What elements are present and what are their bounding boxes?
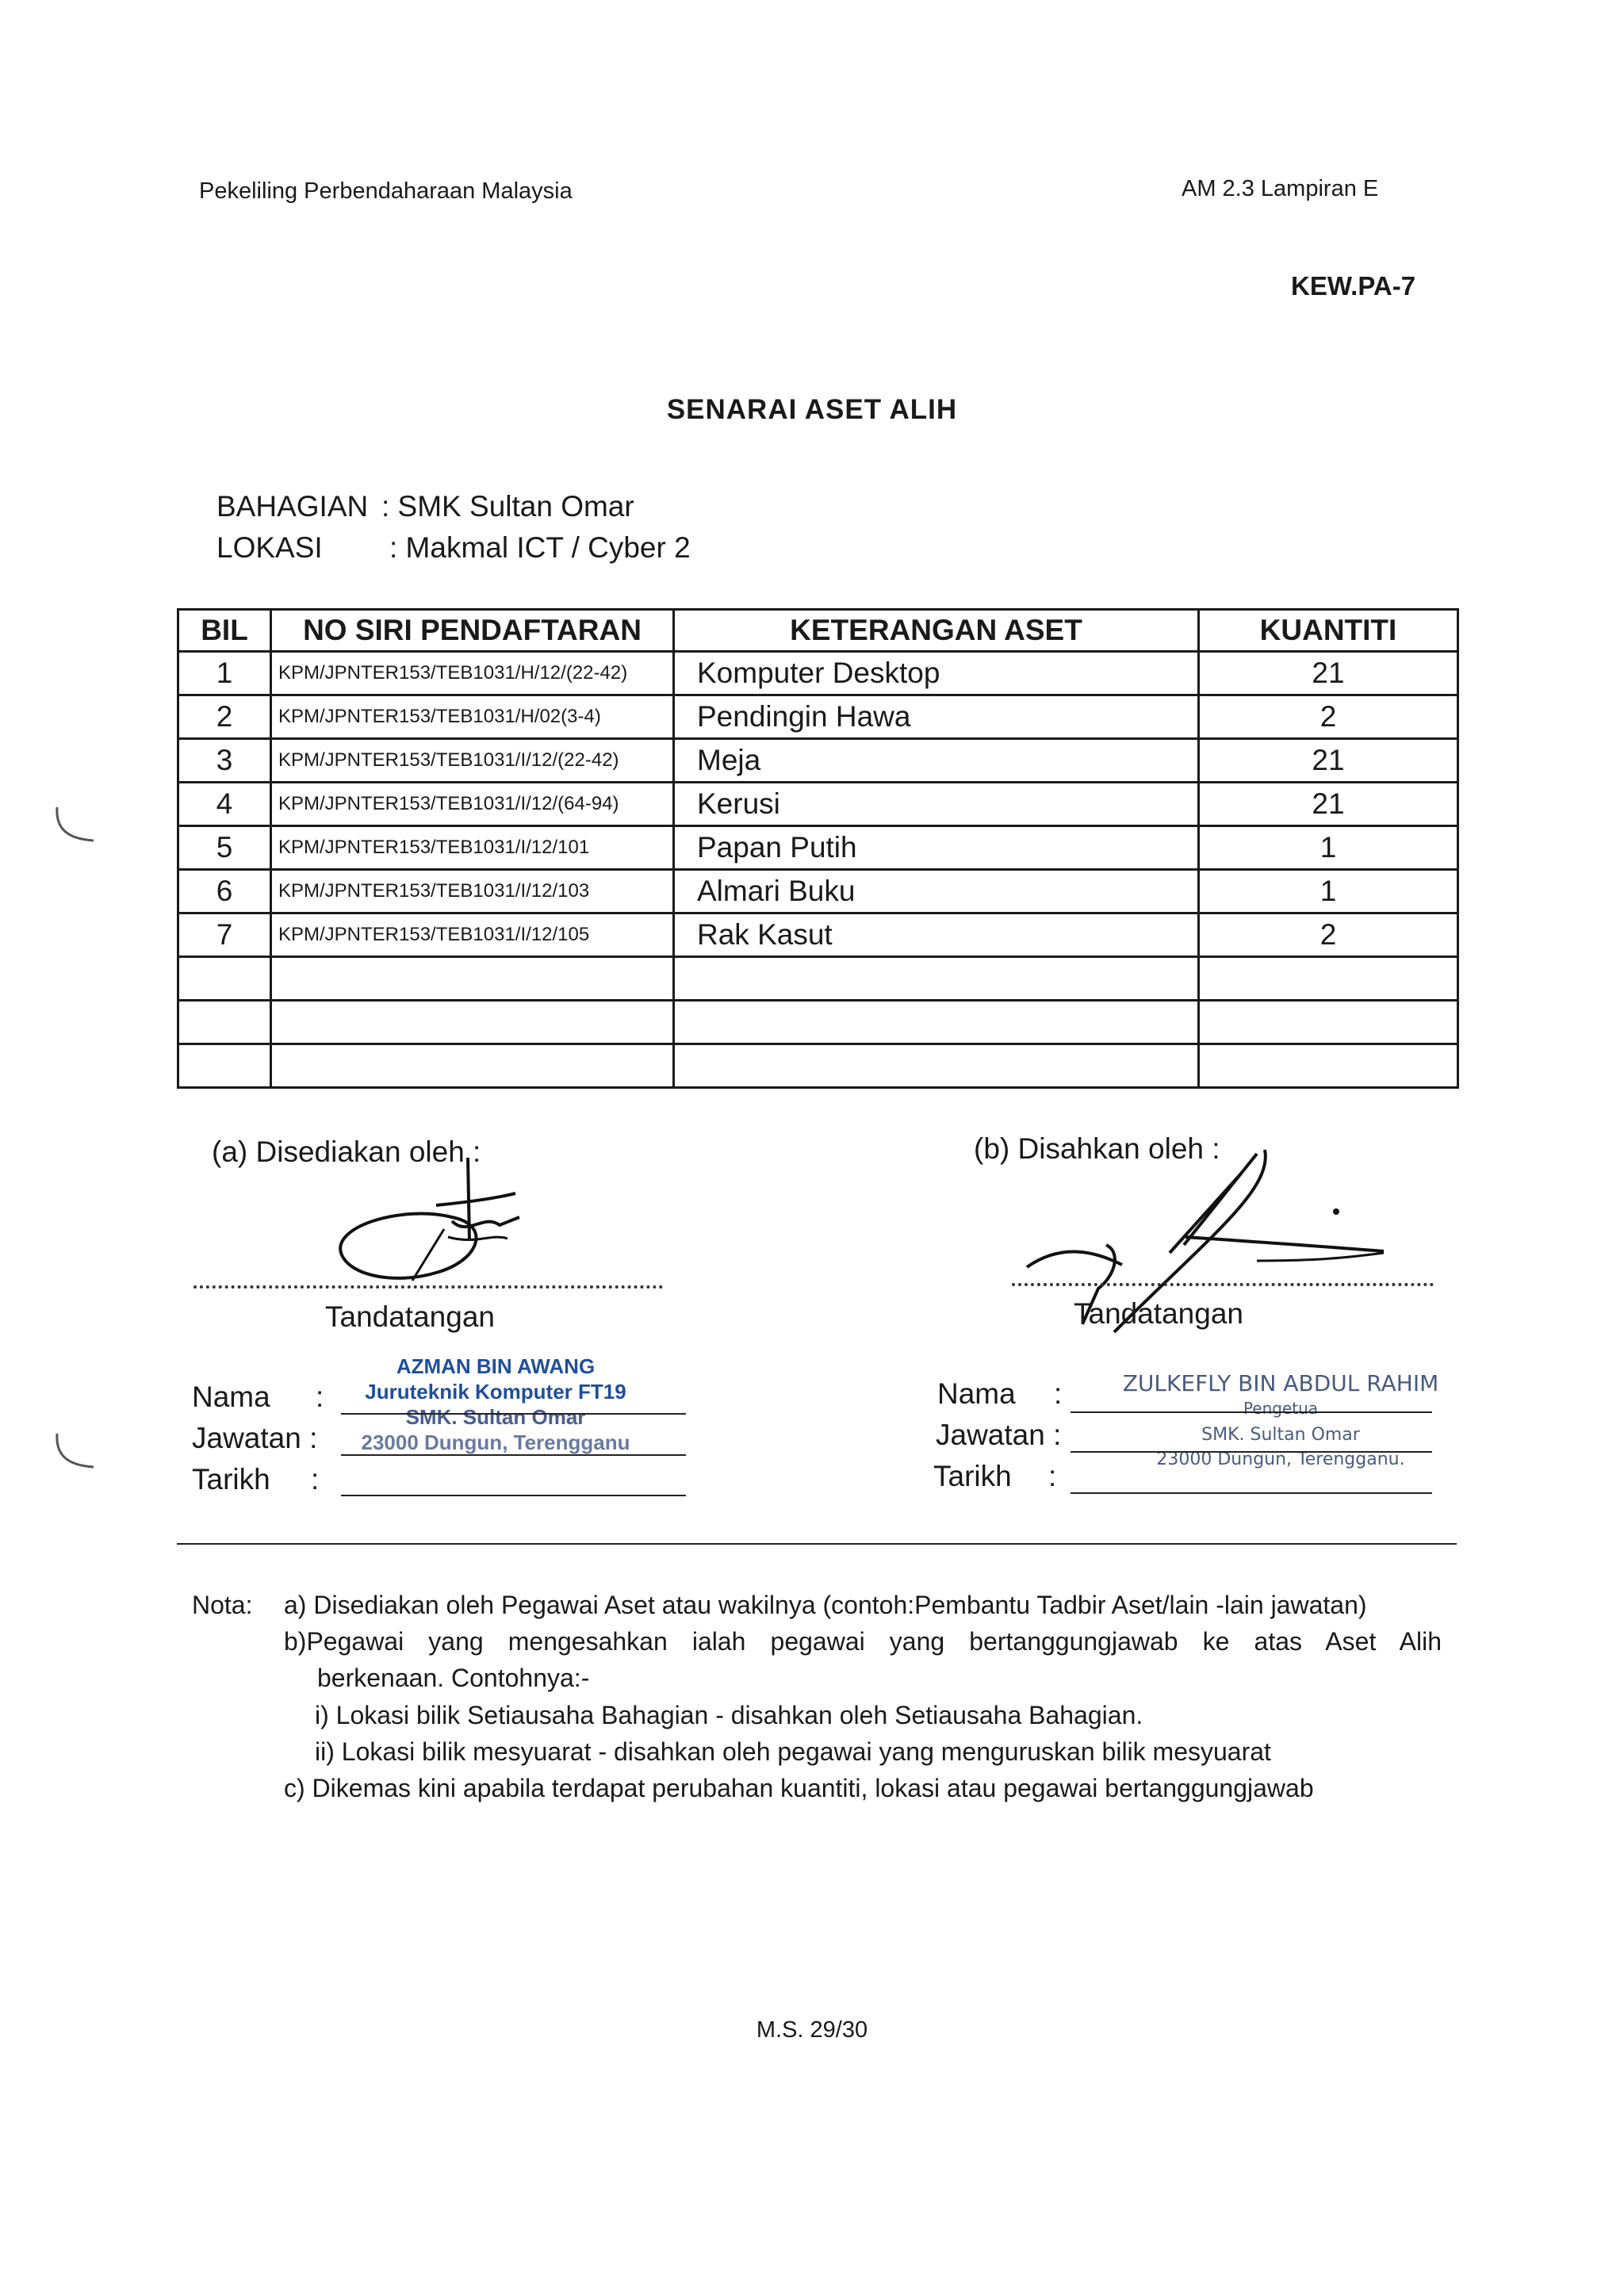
cell-no-siri: KPM/JPNTER153/TEB1031/I/12/101 bbox=[271, 826, 674, 870]
section-divider bbox=[177, 1543, 1457, 1545]
cell-bil: 5 bbox=[178, 826, 271, 870]
table-row bbox=[178, 1044, 1458, 1088]
cell-bil bbox=[178, 1001, 271, 1044]
margin-mark bbox=[48, 801, 103, 848]
prepared-jawatan-label: Jawatan : bbox=[192, 1422, 318, 1454]
table-row bbox=[178, 783, 1458, 826]
prepared-tarikh-label: Tarikh bbox=[192, 1463, 270, 1496]
cell-keterangan: Almari Buku bbox=[674, 870, 1199, 913]
approved-nama-line bbox=[1071, 1411, 1432, 1413]
table-header-row bbox=[178, 610, 1458, 652]
table-row bbox=[178, 652, 1458, 695]
table-row bbox=[178, 739, 1458, 783]
prepared-nama-colon: : bbox=[316, 1381, 324, 1413]
cell-keterangan: Komputer Desktop bbox=[674, 652, 1199, 695]
cell-bil: 3 bbox=[178, 739, 271, 783]
prepared-stamp-school: SMK. Sultan Omar bbox=[405, 1405, 586, 1429]
prepared-sign-label: Tandatangan bbox=[325, 1300, 495, 1333]
cell-bil: 4 bbox=[178, 783, 271, 826]
bahagian-label: BAHAGIAN bbox=[216, 490, 369, 523]
prepared-stamp-name: AZMAN BIN AWANG bbox=[396, 1354, 596, 1378]
lokasi-value: : Makmal ICT / Cyber 2 bbox=[389, 531, 691, 564]
cell-bil bbox=[178, 957, 271, 1001]
cell-kuantiti bbox=[1199, 957, 1458, 1001]
cell-bil: 1 bbox=[178, 652, 271, 695]
cell-bil bbox=[178, 1044, 271, 1088]
prepared-stamp-address: 23000 Dungun, Terengganu bbox=[361, 1430, 630, 1454]
nota-item-b-i: i) Lokasi bilik Setiausaha Bahagian - disahkan oleh Setiausaha Bahagian. bbox=[315, 1701, 1143, 1729]
asset-table bbox=[177, 608, 1459, 1089]
cell-keterangan: Pendingin Hawa bbox=[674, 695, 1199, 739]
table-row bbox=[178, 695, 1458, 739]
cell-keterangan bbox=[674, 957, 1199, 1001]
page-number: M.S. 29/30 bbox=[756, 2017, 868, 2043]
document-title: SENARAI ASET ALIH bbox=[666, 394, 958, 425]
approved-sign-label: Tandatangan bbox=[1074, 1297, 1243, 1330]
cell-no-siri: KPM/JPNTER153/TEB1031/I/12/(64-94) bbox=[271, 783, 674, 826]
table-row bbox=[178, 913, 1458, 957]
lokasi-label: LOKASI bbox=[216, 531, 323, 564]
cell-no-siri: KPM/JPNTER153/TEB1031/I/12/(22-42) bbox=[271, 739, 674, 783]
approved-stamp-name: ZULKEFLY BIN ABDUL RAHIM bbox=[1122, 1370, 1439, 1396]
cell-no-siri bbox=[271, 1001, 674, 1044]
header-no-siri: NO SIRI PENDAFTARAN bbox=[271, 610, 674, 652]
approved-tarikh-colon: : bbox=[1048, 1460, 1057, 1492]
cell-keterangan: Papan Putih bbox=[674, 826, 1199, 870]
prepared-tarikh-colon: : bbox=[311, 1463, 320, 1496]
cell-kuantiti bbox=[1199, 1001, 1458, 1044]
appendix-reference: AM 2.3 Lampiran E bbox=[1182, 176, 1379, 201]
approved-tarikh-label: Tarikh bbox=[933, 1460, 1012, 1492]
header-keterangan: KETERANGAN ASET bbox=[674, 610, 1199, 652]
prepared-jawatan-line bbox=[341, 1454, 686, 1456]
cell-keterangan bbox=[674, 1001, 1199, 1044]
cell-no-siri: KPM/JPNTER153/TEB1031/H/12/(22-42) bbox=[271, 652, 674, 695]
table-row bbox=[178, 957, 1458, 1001]
form-number: KEW.PA-7 bbox=[1291, 271, 1416, 301]
approved-jawatan-label: Jawatan : bbox=[936, 1419, 1062, 1451]
prepared-tarikh-line bbox=[341, 1495, 686, 1496]
header-kuantiti: KUANTITI bbox=[1199, 610, 1458, 652]
approved-nama-label: Nama bbox=[937, 1377, 1016, 1410]
table-row bbox=[178, 1001, 1458, 1044]
bahagian-value: : SMK Sultan Omar bbox=[381, 490, 634, 523]
nota-label: Nota: bbox=[192, 1591, 253, 1619]
cell-keterangan: Kerusi bbox=[674, 783, 1199, 826]
cell-bil: 6 bbox=[178, 870, 271, 913]
circular-reference: Pekeliling Perbendaharaan Malaysia bbox=[199, 178, 573, 204]
prepared-by-label: (a) Disediakan oleh : bbox=[212, 1136, 481, 1168]
cell-bil: 2 bbox=[178, 695, 271, 739]
approved-stamp-title: Pengetua bbox=[1243, 1399, 1319, 1418]
approved-nama-colon: : bbox=[1054, 1377, 1063, 1410]
cell-kuantiti: 2 bbox=[1199, 695, 1458, 739]
approved-tarikh-line bbox=[1071, 1492, 1432, 1494]
cell-keterangan bbox=[674, 1044, 1199, 1088]
nota-item-c: c) Dikemas kini apabila terdapat perubahan kuantiti, lokasi atau pegawai bertanggungjawab bbox=[284, 1774, 1314, 1802]
prepared-nama-label: Nama bbox=[192, 1381, 270, 1413]
cell-kuantiti bbox=[1199, 1044, 1458, 1088]
cell-kuantiti: 2 bbox=[1199, 913, 1458, 957]
approved-by-label: (b) Disahkan oleh : bbox=[974, 1132, 1220, 1165]
approved-jawatan-line bbox=[1071, 1451, 1432, 1453]
cell-no-siri: KPM/JPNTER153/TEB1031/I/12/103 bbox=[271, 870, 674, 913]
nota-item-a: a) Disediakan oleh Pegawai Aset atau wakilnya (contoh:Pembantu Tadbir Aset/lain -lain jawatan) bbox=[284, 1591, 1367, 1619]
cell-bil: 7 bbox=[178, 913, 271, 957]
prepared-stamp-title: Juruteknik Komputer FT19 bbox=[365, 1380, 626, 1404]
approved-signature-line bbox=[1012, 1283, 1434, 1286]
header-bil: BIL bbox=[178, 610, 271, 652]
cell-keterangan: Meja bbox=[674, 739, 1199, 783]
cell-kuantiti: 21 bbox=[1199, 783, 1458, 826]
cell-kuantiti: 1 bbox=[1199, 870, 1458, 913]
nota-item-b-ii: ii) Lokasi bilik mesyuarat - disahkan oleh pegawai yang menguruskan bilik mesyuarat bbox=[315, 1737, 1271, 1766]
cell-kuantiti: 1 bbox=[1199, 826, 1458, 870]
prepared-signature bbox=[317, 1150, 555, 1308]
cell-no-siri: KPM/JPNTER153/TEB1031/H/02(3-4) bbox=[271, 695, 674, 739]
cell-keterangan: Rak Kasut bbox=[674, 913, 1199, 957]
table-row bbox=[178, 826, 1458, 870]
cell-kuantiti: 21 bbox=[1199, 652, 1458, 695]
cell-no-siri bbox=[271, 957, 674, 1001]
margin-mark bbox=[48, 1427, 103, 1475]
cell-kuantiti: 21 bbox=[1199, 739, 1458, 783]
approved-stamp-school: SMK. Sultan Omar bbox=[1201, 1425, 1360, 1445]
approved-stamp-address: 23000 Dungun, Terengganu. bbox=[1156, 1450, 1405, 1469]
prepared-signature-line bbox=[193, 1285, 663, 1289]
nota-item-b-cont: berkenaan. Contohnya:- bbox=[317, 1664, 590, 1692]
cell-no-siri bbox=[271, 1044, 674, 1088]
cell-no-siri: KPM/JPNTER153/TEB1031/I/12/105 bbox=[271, 913, 674, 957]
prepared-nama-line bbox=[341, 1413, 686, 1415]
nota-item-b: b)Pegawai yang mengesahkan ialah pegawai yang bertanggungjawab ke atas Aset Alih bbox=[284, 1627, 1442, 1656]
table-row bbox=[178, 870, 1458, 913]
